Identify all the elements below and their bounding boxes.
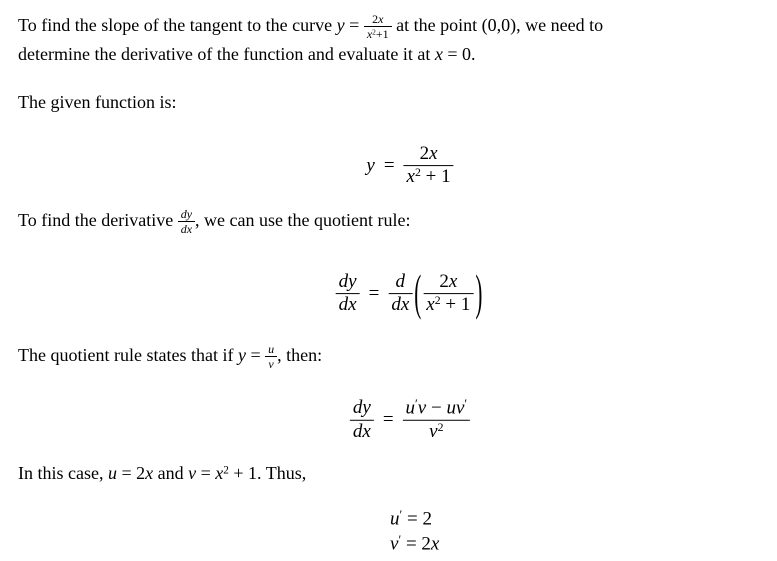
math-var-x: x (430, 533, 440, 555)
minus-sign: − (426, 397, 447, 419)
text-run: at the point (0,0), we need to (391, 14, 604, 35)
superscript-2: 2 (437, 420, 444, 434)
equals-sign: = (382, 408, 394, 430)
fraction-numerator: dy (338, 271, 357, 293)
fraction-denominator (364, 26, 392, 41)
fraction-numerator (423, 271, 473, 293)
text-run: To find the slope of the tangent to the curve (18, 14, 337, 35)
text-run: , we can use the quotient rule: (195, 209, 411, 230)
equation-u-prime (390, 508, 432, 531)
math-var-v: v (429, 420, 438, 442)
math-var-x: x (215, 463, 224, 483)
equals-run: = (344, 14, 364, 35)
math-var-y: y (336, 14, 345, 35)
equation-v-prime (390, 533, 439, 556)
equals-run: = 2 (116, 463, 146, 483)
math-var-x: x (429, 143, 438, 165)
text-run: + 1 (420, 166, 451, 188)
fraction-denominator: dx (388, 294, 412, 317)
fraction-numerator: dy (352, 397, 371, 419)
display-equation-quotient-rule (350, 397, 470, 443)
coef-run: 2 (419, 143, 430, 165)
prime-mark: ′ (464, 396, 468, 411)
fraction-denominator: dx (178, 221, 195, 236)
text-run: + 1. Thus, (228, 463, 307, 483)
inline-fraction-u-over-v (265, 342, 277, 371)
fraction-numerator (364, 12, 392, 26)
display-equation-derivative (336, 264, 485, 322)
fraction-2x-over-x2plus1 (423, 271, 473, 317)
math-var-u: u (446, 397, 456, 419)
fraction-dy-dx (350, 397, 374, 443)
close-paren: ) (475, 264, 483, 322)
math-var-x: x (406, 166, 415, 188)
math-var-u: u (107, 463, 117, 483)
text-run: The quotient rule states that if (18, 344, 238, 365)
math-var-x: x (434, 44, 443, 64)
fraction-denominator: dx (350, 419, 374, 442)
math-var-x: x (145, 463, 154, 483)
fraction-2x-over-x2plus1 (404, 143, 454, 189)
inline-fraction-dy-dx (178, 207, 195, 236)
superscript-2: 2 (434, 294, 441, 308)
equals-sign: = (368, 283, 380, 304)
text-run: To find the derivative (18, 209, 178, 230)
math-var-x: x (448, 271, 458, 293)
fraction-numerator: u (268, 342, 275, 356)
paragraph-1-line-2 (18, 44, 476, 65)
fraction-numerator: d (395, 271, 406, 293)
fraction-d-dx-operator (388, 271, 412, 317)
text-run: In this case, (18, 463, 108, 483)
inline-fraction-2x-over-x2plus1 (364, 12, 392, 41)
fraction-numerator (403, 397, 471, 420)
fraction-numerator (404, 143, 454, 165)
math-var-u: u (405, 397, 416, 419)
fraction-denominator (423, 294, 473, 317)
fraction-denominator: v (265, 356, 277, 371)
math-var-x: x (366, 27, 373, 42)
superscript-2: 2 (372, 27, 376, 37)
math-var-v: v (188, 463, 197, 483)
text-run: , then: (277, 344, 323, 365)
math-var-v: v (390, 533, 399, 555)
fraction-denominator (404, 166, 454, 189)
fraction-denominator: dx (336, 294, 360, 317)
text-run: The given function is: (18, 92, 177, 112)
paragraph-given-function (18, 92, 176, 113)
equals-run: = (245, 344, 266, 365)
text-run: = 2 (401, 533, 431, 555)
fraction-denominator (403, 420, 471, 443)
text-run: and (153, 463, 189, 483)
fraction-quotient-rule (403, 397, 471, 443)
coef-run: 2 (439, 271, 449, 293)
superscript-2: 2 (223, 464, 229, 477)
equals-sign: = (383, 155, 395, 176)
coef-run: 2 (372, 12, 379, 26)
equals-run: = (196, 463, 216, 483)
paragraph-quotient-rule-intro (18, 342, 322, 371)
text-run: = 0. (442, 44, 476, 64)
math-var-u: u (390, 508, 400, 530)
math-var-y: y (237, 344, 246, 365)
open-paren: ( (414, 264, 422, 322)
prime-mark: ′ (398, 533, 402, 547)
text-run: +1 (375, 27, 389, 42)
math-var-v: v (417, 397, 427, 419)
text-run: determine the derivative of the function and evaluate it at (18, 44, 435, 64)
display-equation-function (366, 143, 453, 189)
text-run: = 2 (402, 508, 432, 530)
fraction-numerator: dy (180, 207, 193, 221)
text-run: + 1 (440, 294, 471, 316)
prime-mark: ′ (399, 508, 403, 522)
paragraph-1-line-1 (18, 12, 603, 41)
paragraph-derivative-intro (18, 207, 410, 236)
paragraph-in-this-case (18, 463, 306, 484)
math-var-x: x (378, 12, 384, 26)
superscript-2: 2 (414, 166, 421, 180)
fraction-dy-dx (336, 271, 360, 317)
math-var-y: y (366, 155, 375, 176)
math-var-v: v (455, 397, 465, 419)
math-var-x: x (426, 294, 435, 316)
prime-mark: ′ (415, 396, 418, 411)
